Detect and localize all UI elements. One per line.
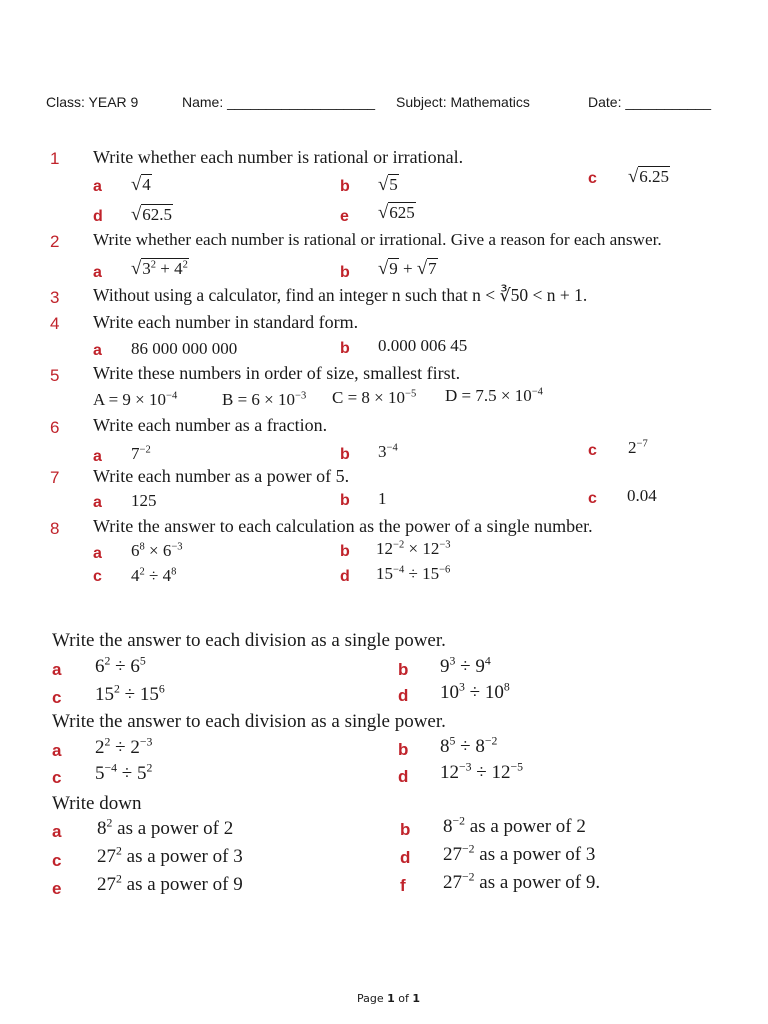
q7-c-value: 0.04 (627, 486, 657, 505)
b3-c-label: c (52, 851, 62, 870)
q5-item-d: $D = 7.5 \times 10^{-4}$ (445, 386, 543, 405)
b3-e-label: e (52, 879, 62, 898)
q7-b-value: 1 (378, 489, 387, 508)
question-number-4: 4 (50, 314, 60, 333)
b2-b-expr: $8^5 \div 8^{-2}$ (440, 734, 498, 757)
subject-label: Subject: Mathematics (396, 94, 530, 110)
q1-b-label: b (340, 178, 350, 195)
b3-c-expr: $27^2$ as a power of 3 (97, 844, 243, 867)
q1-d-expr: √62.5 (131, 204, 173, 225)
q6-b-label: b (340, 446, 350, 463)
q1-d-label: d (93, 208, 103, 225)
date-field[interactable]: Date: ___________ (588, 94, 711, 110)
q8-a-expr: $6^8 \times 6^{-3}$ (131, 541, 183, 560)
question-1-text: Write whether each number is rational or irrational. (93, 147, 464, 167)
question-number-8: 8 (50, 519, 60, 538)
b1-a-label: a (52, 660, 62, 679)
q6-a-label: a (93, 448, 102, 465)
b2-c-expr: $5^{-4} \div 5^2$ (95, 761, 153, 784)
page-footer: Page 1 of 1 (357, 992, 421, 1005)
block-3-title: Write down (52, 793, 142, 814)
b2-d-label: d (398, 767, 409, 786)
b3-b-label: b (400, 820, 411, 839)
q4-b-value: 0.000 006 45 (378, 336, 468, 355)
q5-item-b: $B = 6 \times 10^{-3}$ (222, 390, 307, 409)
question-number-6: 6 (50, 418, 60, 437)
q1-c-label: c (588, 170, 597, 187)
question-5-text: Write these numbers in order of size, smallest first. (93, 363, 461, 383)
q1-e-expr: √625 (378, 202, 415, 223)
q2-a-expr: $√3^2 + 4^2$ (131, 258, 188, 279)
q1-a-label: a (93, 178, 102, 195)
b3-f-expr: $27^{-2}$ as a power of 9. (443, 870, 601, 893)
q6-c-label: c (588, 442, 597, 459)
q8-b-label: b (340, 543, 350, 560)
question-7-text: Write each number as a power of 5. (93, 466, 350, 486)
q2-b-label: b (340, 264, 350, 281)
b2-a-label: a (52, 741, 62, 760)
q2-a-label: a (93, 264, 102, 281)
q8-b-expr: $12^{-2} \times 12^{-3}$ (376, 539, 451, 558)
question-number-5: 5 (50, 366, 60, 385)
b1-c-expr: $15^2 \div 15^6$ (95, 682, 165, 705)
q8-c-expr: $4^2 \div 4^8$ (131, 566, 177, 585)
b3-a-expr: $8^2$ as a power of 2 (97, 816, 234, 839)
b2-c-label: c (52, 768, 62, 787)
q2-b-expr: √9 + √7 (378, 258, 437, 279)
question-4-text: Write each number in standard form. (93, 312, 359, 332)
question-number-2: 2 (50, 232, 60, 251)
q8-a-label: a (93, 545, 102, 562)
question-2-text: Write whether each number is rational or irrational. Give a reason for each answer. (93, 230, 662, 249)
q1-e-label: e (340, 208, 349, 225)
b1-b-label: b (398, 660, 409, 679)
b2-b-label: b (398, 740, 409, 759)
q8-d-label: d (340, 568, 350, 585)
q6-c-expr: $2^{-7}$ (628, 438, 648, 457)
q1-c-expr: √6.25 (628, 166, 670, 187)
q6-a-expr: $7^{-2}$ (131, 444, 151, 463)
b1-d-label: d (398, 686, 409, 705)
q1-b-expr: √5 (378, 174, 398, 195)
b3-b-expr: $8^{-2}$ as a power of 2 (443, 814, 586, 837)
question-number-3: 3 (50, 288, 60, 307)
b1-b-expr: $9^3 \div 9^4$ (440, 654, 491, 677)
b1-d-expr: $10^3 \div 10^8$ (440, 680, 510, 703)
block-1-title: Write the answer to each division as a single power. (52, 630, 446, 651)
q4-b-label: b (340, 340, 350, 357)
question-6-text: Write each number as a fraction. (93, 415, 328, 435)
q7-b-label: b (340, 492, 350, 509)
q8-d-expr: $15^{-4} \div 15^{-6}$ (376, 564, 451, 583)
b3-a-label: a (52, 822, 62, 841)
class-label: Class: YEAR 9 (46, 94, 139, 110)
q7-a-label: a (93, 494, 102, 511)
q5-item-c: $C = 8 \times 10^{-5}$ (332, 388, 417, 407)
block-2-title: Write the answer to each division as a single power. (52, 711, 446, 732)
q7-a-value: 125 (131, 491, 157, 510)
question-3-text: Without using a calculator, find an integer n such that n < ∛50 < n + 1. (93, 285, 588, 305)
question-number-7: 7 (50, 468, 60, 487)
q6-b-expr: $3^{-4}$ (378, 442, 398, 461)
name-field[interactable]: Name: ___________________ (182, 94, 376, 110)
b3-e-expr: $27^2$ as a power of 9 (97, 872, 243, 895)
q4-a-label: a (93, 342, 102, 359)
b3-d-label: d (400, 848, 411, 867)
b3-d-expr: $27^{-2}$ as a power of 3 (443, 842, 596, 865)
q5-item-a: $A = 9 \times 10^{-4}$ (93, 390, 178, 409)
b1-a-expr: $6^2 \div 6^5$ (95, 654, 146, 677)
b2-d-expr: $12^{-3} \div 12^{-5}$ (440, 760, 523, 783)
q7-c-label: c (588, 490, 597, 507)
b3-f-label: f (400, 876, 406, 895)
b2-a-expr: $2^2 \div 2^{-3}$ (95, 735, 153, 758)
question-8-text: Write the answer to each calculation as the power of a single number. (93, 516, 593, 536)
q8-c-label: c (93, 568, 102, 585)
q4-a-value: 86 000 000 000 (131, 339, 238, 358)
b1-c-label: c (52, 688, 62, 707)
question-number-1: 1 (50, 149, 60, 168)
q1-a-expr: √4 (131, 174, 151, 195)
